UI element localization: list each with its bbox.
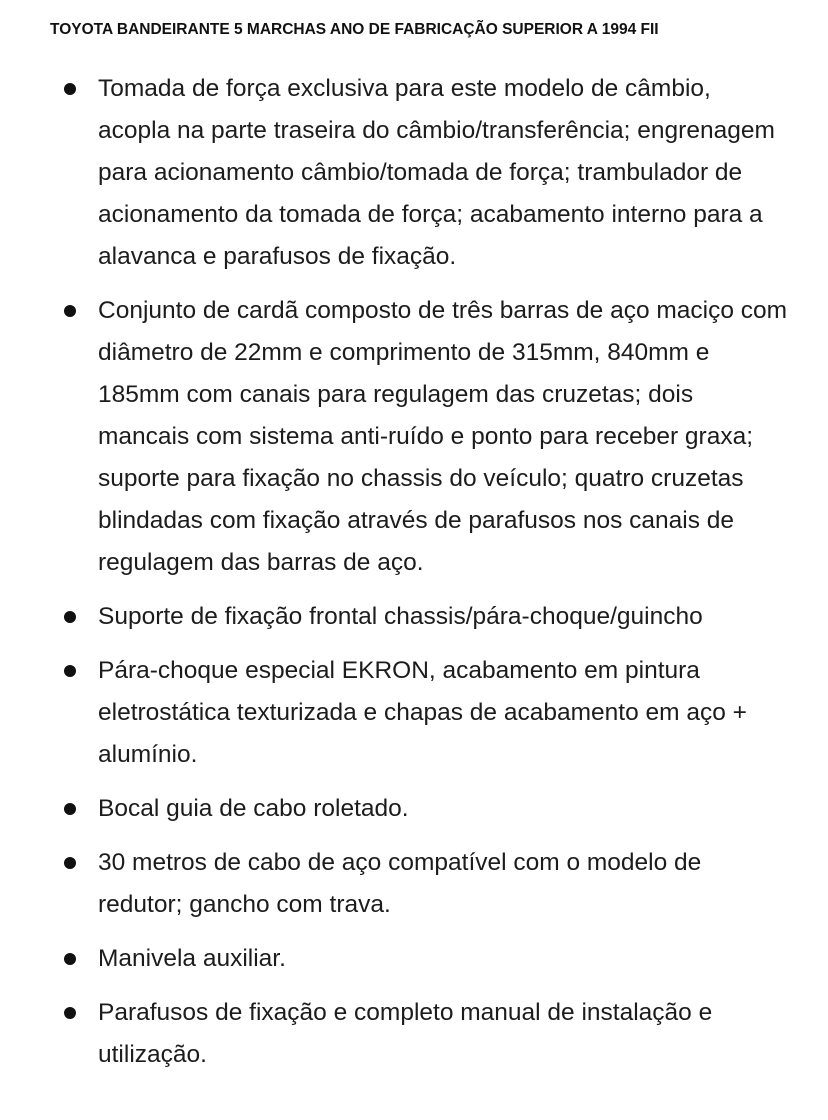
list-item <box>0 596 828 638</box>
list-item-text: Manivela auxiliar. <box>98 945 286 972</box>
list-item-text: Parafusos de fixação e completo manual de instalação e utilização. <box>98 999 713 1068</box>
list-item <box>0 842 828 926</box>
bullet-icon <box>64 665 76 677</box>
list-item-text: Conjunto de cardã composto de três barras de aço maciço com diâmetro de 22mm e comprimento de 315mm, 840mm e 185mm com canais para regulagem das cruzetas; dois mancais com sistema anti-ruído e ponto para receber graxa; suporte para fixação no chassis do veículo; quatro cruzetas blindadas com fixação através de parafusos nos canais de regulagem das barras de aço. <box>98 297 788 576</box>
page-title: TOYOTA BANDEIRANTE 5 MARCHAS ANO DE FABRICAÇÃO SUPERIOR A 1994 FII <box>50 21 659 38</box>
list-item <box>0 992 828 1076</box>
bullet-icon <box>64 803 76 815</box>
bullet-icon <box>64 83 76 95</box>
list-item-text: Suporte de fixação frontal chassis/pára-choque/guincho <box>98 603 703 630</box>
list-item <box>0 290 828 584</box>
list-item <box>0 68 828 278</box>
bullet-icon <box>64 305 76 317</box>
list-item <box>0 650 828 776</box>
list-item <box>0 938 828 980</box>
list-item-text: Tomada de força exclusiva para este modelo de câmbio, acopla na parte traseira do câmbio/transferência; engrenagem para acionamento câmbio/tomada de força; trambulador de acionamento da tomada de força; acabamento interno para a alavanca e parafusos de fixação. <box>98 75 775 270</box>
bullet-icon <box>64 857 76 869</box>
bullet-icon <box>64 953 76 965</box>
list-item-text: 30 metros de cabo de aço compatível com o modelo de redutor; gancho com trava. <box>98 849 702 918</box>
bullet-icon <box>64 1007 76 1019</box>
spec-list <box>0 68 828 1088</box>
list-item-text: Bocal guia de cabo roletado. <box>98 795 409 822</box>
list-item <box>0 788 828 830</box>
list-item-text: Pára-choque especial EKRON, acabamento em pintura eletrostática texturizada e chapas de acabamento em aço + alumínio. <box>98 657 747 768</box>
bullet-icon <box>64 611 76 623</box>
